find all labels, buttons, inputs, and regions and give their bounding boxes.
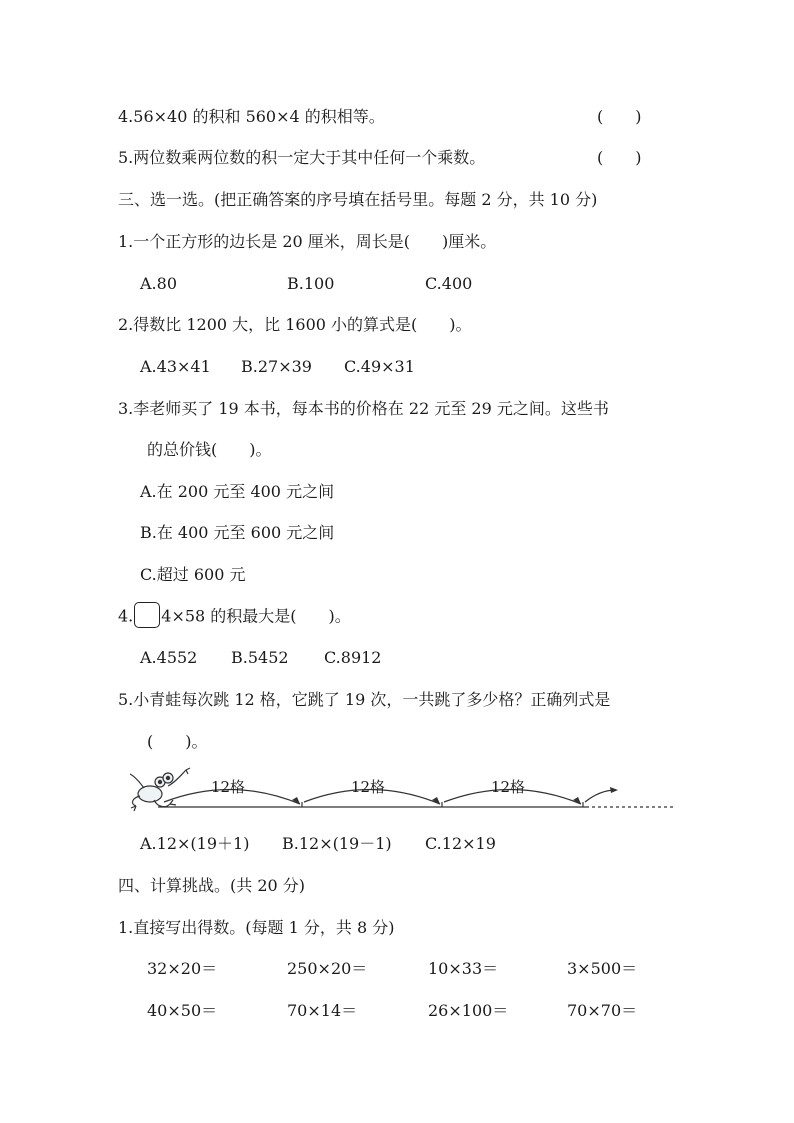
choice-q2-option-b[interactable]: B.27×39	[241, 357, 312, 376]
choice-q5-option-c[interactable]: C.12×19	[425, 834, 496, 853]
choice-q1-option-c[interactable]: C.400	[425, 274, 473, 293]
jump-label: 12格	[210, 778, 246, 796]
answer-paren[interactable]: ( )	[597, 107, 642, 126]
calc-item[interactable]: 3×500＝	[567, 959, 638, 978]
calc-item[interactable]: 70×14＝	[287, 1001, 358, 1020]
choice-q4	[118, 606, 351, 628]
choice-q4-prefix: 4.	[118, 606, 134, 626]
choice-q2-option-a[interactable]: A.43×41	[140, 357, 211, 376]
choice-q5-option-a[interactable]: A.12×(19＋1)	[140, 834, 250, 853]
choice-q5-line2: ( )。	[147, 732, 208, 751]
choice-q3-option-b[interactable]: B.在 400 元至 600 元之间	[140, 523, 335, 542]
choice-q4-suffix: 4×58 的积最大是( )。	[161, 606, 351, 626]
judge-q4: 4.56×40 的积和 560×4 的积相等。	[118, 107, 385, 126]
choice-q5-line1: 5.小青蛙每次跳 12 格，它跳了 19 次，一共跳了多少格？正确列式是	[118, 690, 611, 709]
frog-jump-diagram	[128, 764, 678, 816]
calc-item[interactable]: 40×50＝	[147, 1001, 218, 1020]
section-header-calc: 四、计算挑战。(共 20 分)	[118, 876, 306, 895]
choice-q5-option-b[interactable]: B.12×(19－1)	[282, 834, 392, 853]
jump-label: 12格	[350, 778, 386, 796]
calc-item[interactable]: 70×70＝	[567, 1001, 638, 1020]
choice-q1-option-b[interactable]: B.100	[287, 274, 335, 293]
answer-paren[interactable]: ( )	[597, 148, 642, 167]
choice-q3-line2: 的总价钱( )。	[147, 440, 272, 459]
calc-item[interactable]: 32×20＝	[147, 959, 218, 978]
choice-q2-option-c[interactable]: C.49×31	[344, 357, 415, 376]
choice-q4-option-b[interactable]: B.5452	[231, 648, 289, 667]
choice-q1-option-a[interactable]: A.80	[140, 274, 177, 293]
judge-q5: 5.两位数乘两位数的积一定大于其中任何一个乘数。	[118, 148, 486, 167]
choice-q1: 1.一个正方形的边长是 20 厘米，周长是( )厘米。	[118, 232, 497, 251]
choice-q3-option-c[interactable]: C.超过 600 元	[140, 565, 246, 584]
choice-q2: 2.得数比 1200 大，比 1600 小的算式是( )。	[118, 315, 472, 334]
choice-q4-option-a[interactable]: A.4552	[140, 648, 198, 667]
calc-item[interactable]: 10×33＝	[428, 959, 499, 978]
calc-q1-instructions: 1.直接写出得数。(每题 1 分，共 8 分)	[118, 918, 395, 937]
choice-q3-line1: 3.李老师买了 19 本书，每本书的价格在 22 元至 29 元之间。这些书	[118, 399, 609, 418]
jump-label: 12格	[490, 778, 526, 796]
section-header-choice: 三、选一选。(把正确答案的序号填在括号里。每题 2 分，共 10 分)	[118, 190, 598, 209]
calc-item[interactable]: 26×100＝	[428, 1001, 509, 1020]
choice-q3-option-a[interactable]: A.在 200 元至 400 元之间	[140, 482, 335, 501]
frog-icon	[130, 768, 190, 811]
calc-item[interactable]: 250×20＝	[287, 959, 368, 978]
choice-q4-option-c[interactable]: C.8912	[324, 648, 382, 667]
blank-digit-box[interactable]	[134, 602, 160, 628]
